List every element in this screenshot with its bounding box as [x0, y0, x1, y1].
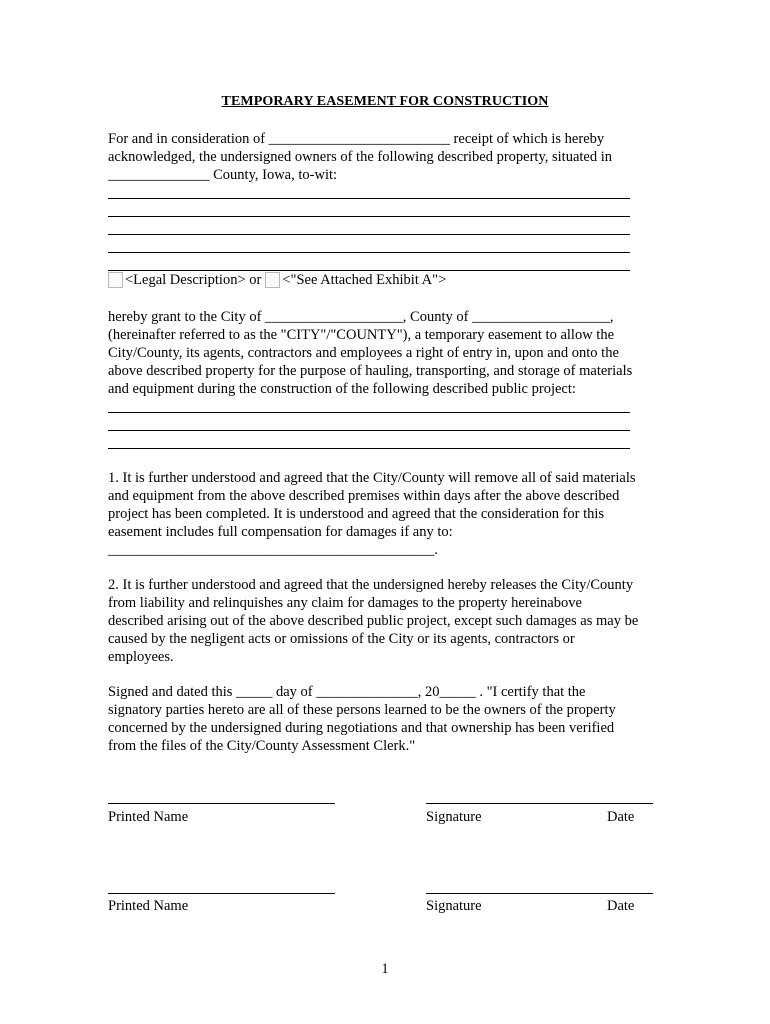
- clause-2-line-2: from liability and relinquishes any claim for damages to the property hereinabove: [108, 595, 582, 611]
- exhibit-label: <"See Attached Exhibit A">: [282, 272, 447, 288]
- signed-line-3: concerned by the undersigned during negotiations and that ownership has been verified: [108, 720, 615, 736]
- signed-paragraph: [108, 683, 668, 755]
- signature-label: Signature: [426, 898, 482, 914]
- signature-label: Signature: [426, 809, 482, 825]
- clause-1-line-2: and equipment from the above described premises within days after the above described: [108, 488, 620, 504]
- property-description-line[interactable]: [108, 252, 630, 253]
- grant-line-4: above described property for the purpose of hauling, transporting, and storage of materials: [108, 363, 633, 379]
- grant-line-2: (hereinafter referred to as the "CITY"/"COUNTY"), a temporary easement to allow the: [108, 327, 615, 343]
- clause-2-line-4: caused by the negligent acts or omissions of the City or its agents, contractors or: [108, 631, 575, 647]
- project-description-line[interactable]: [108, 412, 630, 413]
- signed-line-4: from the files of the City/County Assessment Clerk.": [108, 738, 416, 754]
- date-label: Date: [607, 898, 635, 914]
- signature-line[interactable]: [426, 803, 653, 804]
- clause-1-line-3: project has been completed. It is understood and agreed that the consideration for this: [108, 506, 605, 522]
- intro-line-3: ______________ County, Iowa, to-wit:: [108, 167, 338, 183]
- description-options: [108, 271, 446, 289]
- clause-1-line-5: _____________________________________________.: [108, 542, 438, 558]
- property-description-line[interactable]: [108, 216, 630, 217]
- clause-2-line-1: 2. It is further understood and agreed that the undersigned hereby releases the City/County: [108, 577, 634, 593]
- signature-line[interactable]: [426, 893, 653, 894]
- grant-line-3: City/County, its agents, contractors and employees a right of entry in, upon and onto the: [108, 345, 619, 361]
- printed-name-label: Printed Name: [108, 898, 189, 914]
- clause-1-line-1: 1. It is further understood and agreed that the City/County will remove all of said materials: [108, 470, 636, 486]
- intro-line-2: acknowledged, the undersigned owners of the following described property, situated in: [108, 149, 613, 165]
- project-description-line[interactable]: [108, 430, 630, 431]
- clause-2-line-3: described arising out of the above described public project, except such damages as may be: [108, 613, 639, 629]
- document-title: TEMPORARY EASEMENT FOR CONSTRUCTION: [221, 94, 549, 109]
- clause-2-paragraph: [108, 576, 668, 666]
- exhibit-checkbox[interactable]: [265, 272, 280, 288]
- legal-description-label: <Legal Description> or: [125, 272, 262, 288]
- page-number: 1: [381, 961, 389, 977]
- grant-line-1: hereby grant to the City of ___________________, County of ___________________,: [108, 309, 614, 325]
- project-description-line[interactable]: [108, 448, 630, 449]
- clause-1-line-4: easement includes full compensation for damages if any to:: [108, 524, 453, 540]
- printed-name-label: Printed Name: [108, 809, 189, 825]
- grant-paragraph: [108, 308, 668, 398]
- property-description-line[interactable]: [108, 198, 630, 199]
- clause-1-paragraph: [108, 469, 668, 559]
- clause-2-line-5: employees.: [108, 649, 174, 665]
- grant-line-5: and equipment during the construction of the following described public project:: [108, 381, 576, 397]
- property-description-line[interactable]: [108, 234, 630, 235]
- printed-name-line[interactable]: [108, 893, 335, 894]
- signed-line-1: Signed and dated this _____ day of ______________, 20_____ . "I certify that the: [108, 684, 586, 700]
- printed-name-line[interactable]: [108, 803, 335, 804]
- legal-description-checkbox[interactable]: [108, 272, 123, 288]
- intro-line-1: For and in consideration of _________________________ receipt of which is hereby: [108, 131, 605, 147]
- signed-line-2: signatory parties hereto are all of these persons learned to be the owners of the property: [108, 702, 616, 718]
- date-label: Date: [607, 809, 635, 825]
- intro-paragraph: [108, 130, 668, 184]
